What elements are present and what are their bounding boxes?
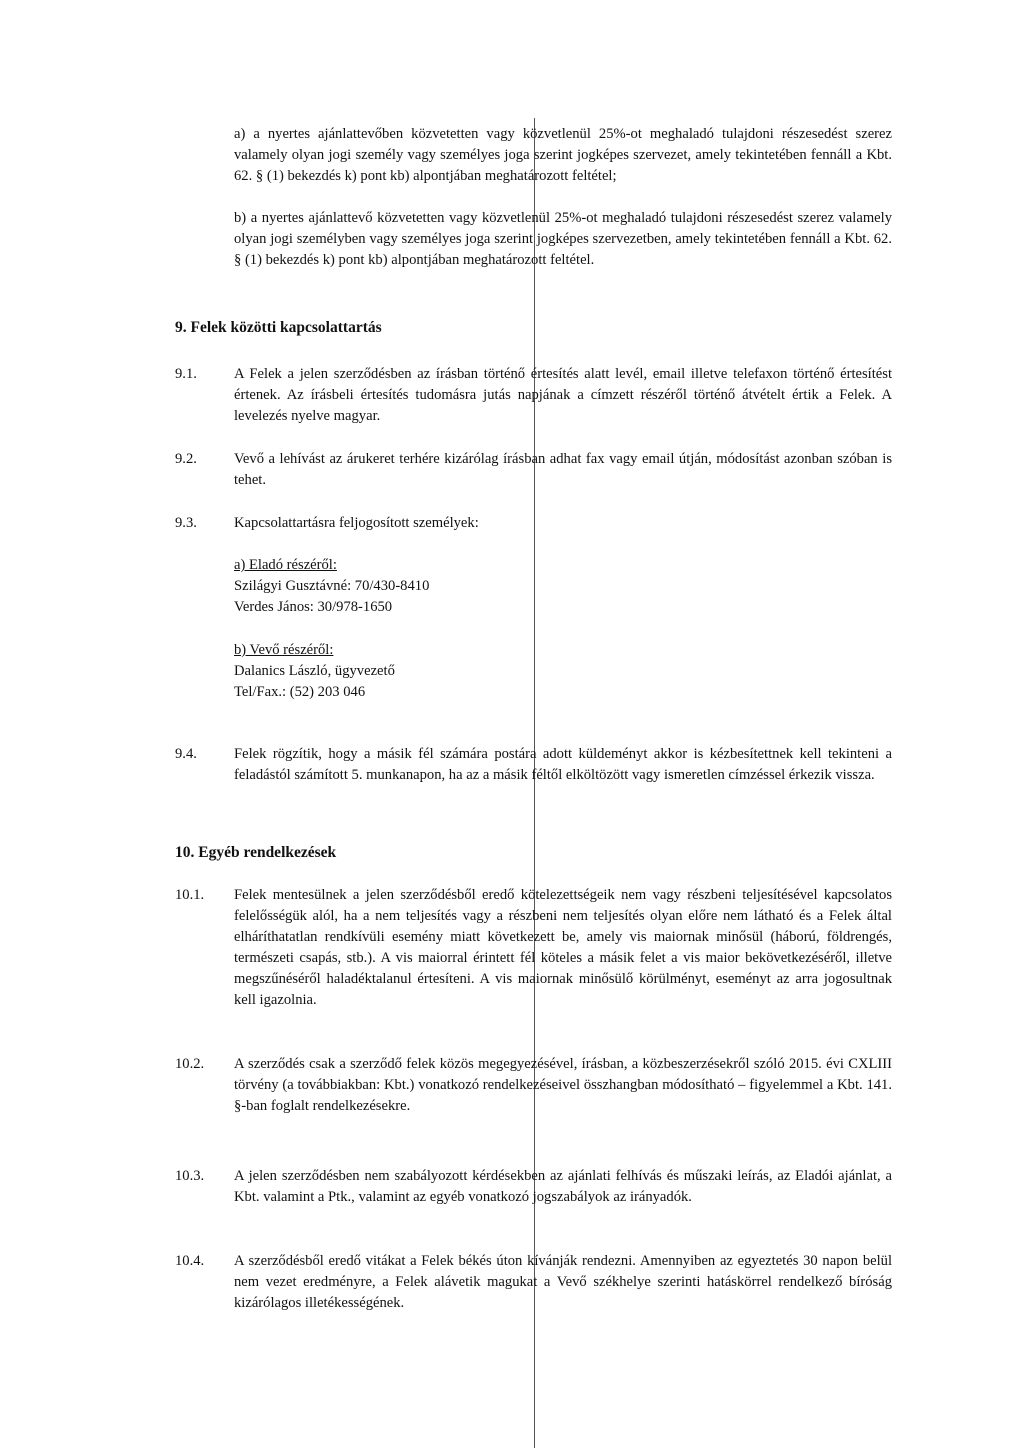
clause-10-1-text: Felek mentesülnek a jelen szerződésből eredő kötelezettségeik nem vagy részbeni teljesítésével kapcsolatos felelősségük alól, ha a nem teljesítés vagy a részbeni nem teljesítés olyan előre nem látható és a Felek által elháríthatatlan rendkívüli esemény miatt következett be, amely vis maiornak minősül (háború, földrengés, természeti csapás, stb.). A vis maiorral érintett fél köteles a másik felet a vis maior bekövetkezéséről, illetve megszűnéséről haladéktalanul értesíteni. A vis maiornak minősülő körülményt, eseményt az arra jogosultnak kell igazolnia. (234, 887, 892, 1008)
clause-9-1-text: A Felek a jelen szerződésben az írásban történő értesítés alatt levél, email illetve telefaxon történő értesítést értenek. Az írásbeli értesítés tudomásra jutás napjának a címzett részéről történő átvételt értik a Felek. A levelezés nyelve magyar. (234, 366, 892, 424)
clause-10-3-text: A jelen szerződésben nem szabályozott kérdésekben az ajánlati felhívás és műszaki leírás, az Eladói ajánlat, a Kbt. valamint a Ptk., valamint az egyéb vonatkozó jogszabályok az irányadók. (234, 1168, 892, 1205)
intro-clause-a (234, 124, 892, 187)
buyer-label: b) Vevő részéről: (234, 642, 334, 658)
seller-label: a) Eladó részéről: (234, 557, 337, 573)
clause-10-2-number: 10.2. (175, 1056, 205, 1072)
clause-9-2-text: Vevő a lehívást az árukeret terhére kizárólag írásban adhat fax vagy email útján, módosítást azonban szóban is tehet. (234, 451, 892, 488)
clause-9-2 (234, 449, 892, 491)
clause-10-2 (234, 1054, 892, 1117)
clause-10-4-number: 10.4. (175, 1253, 205, 1269)
section-9-title: Felek közötti kapcsolattartás (190, 319, 382, 336)
seller-contact-2: Verdes János: 30/978-1650 (234, 599, 393, 615)
section-10-heading (175, 842, 336, 863)
clause-9-2-number: 9.2. (175, 451, 197, 467)
clause-10-3 (234, 1166, 892, 1208)
section-10-number: 10. (175, 844, 195, 861)
clause-9-3-text: Kapcsolattartásra feljogosított személyek: (234, 515, 479, 531)
intro-clause-b (234, 208, 892, 271)
intro-clause-a-text: a) a nyertes ajánlattevőben közvetetten vagy közvetlenül 25%-ot meghaladó tulajdoni részesedést szerez valamely olyan jogi személy vagy személyes joga szerint jogképes szervezet, amely tekintetében fennáll a Kbt. 62. § (1) bekezdés k) pont kb) alpontjában meghatározott feltétel; (234, 126, 892, 184)
clause-10-1-number: 10.1. (175, 887, 205, 903)
clause-10-2-text: A szerződés csak a szerződő felek közös megegyezésével, írásban, a közbeszerzésekről szóló 2015. évi CXLIII törvény (a továbbiakban: Kbt.) vonatkozó rendelkezéseivel összhangban módosítható – figyelemmel a Kbt. 141. §-ban foglalt rendelkezésekre. (234, 1056, 892, 1114)
buyer-contact-1: Dalanics László, ügyvezető (234, 663, 395, 679)
section-10-title: Egyéb rendelkezések (198, 844, 337, 861)
seller-contacts (234, 555, 337, 576)
clause-9-4 (234, 744, 892, 786)
section-9-heading (175, 317, 382, 338)
clause-9-1-number: 9.1. (175, 366, 197, 382)
seller-contact-1: Szilágyi Gusztávné: 70/430-8410 (234, 578, 430, 594)
clause-9-4-number: 9.4. (175, 746, 197, 762)
clause-9-4-text: Felek rögzítik, hogy a másik fél számára postára adott küldeményt akkor is kézbesítettnek kell tekinteni a feladástól számított 5. munkanapon, ha az a másik féltől elköltözött vagy ismeretlen címzéssel érkezik vissza. (234, 746, 892, 783)
clause-9-1 (234, 364, 892, 427)
clause-10-3-number: 10.3. (175, 1168, 205, 1184)
clause-10-4 (234, 1251, 892, 1314)
clause-10-1 (234, 885, 892, 1011)
clause-10-4-text: A szerződésből eredő vitákat a Felek békés úton kívánják rendezni. Amennyiben az egyeztetés 30 napon belül nem vezet eredményre, a Felek alávetik magukat a Vevő székhelye szerinti hatáskörrel rendelkező bíróság kizárólagos illetékességének. (234, 1253, 892, 1311)
buyer-contacts (234, 640, 333, 661)
clause-9-3-number: 9.3. (175, 515, 197, 531)
section-9-number: 9. (175, 319, 187, 336)
intro-clause-b-text: b) a nyertes ajánlattevő közvetetten vagy közvetlenül 25%-ot meghaladó tulajdoni részesedést szerez valamely olyan jogi személyben vagy személyes joga szerint jogképes szervezetben, amely tekintetében fennáll a Kbt. 62. § (1) bekezdés k) pont kb) alpontjában meghatározott feltétel. (234, 210, 892, 268)
buyer-contact-2: Tel/Fax.: (52) 203 046 (234, 684, 366, 700)
